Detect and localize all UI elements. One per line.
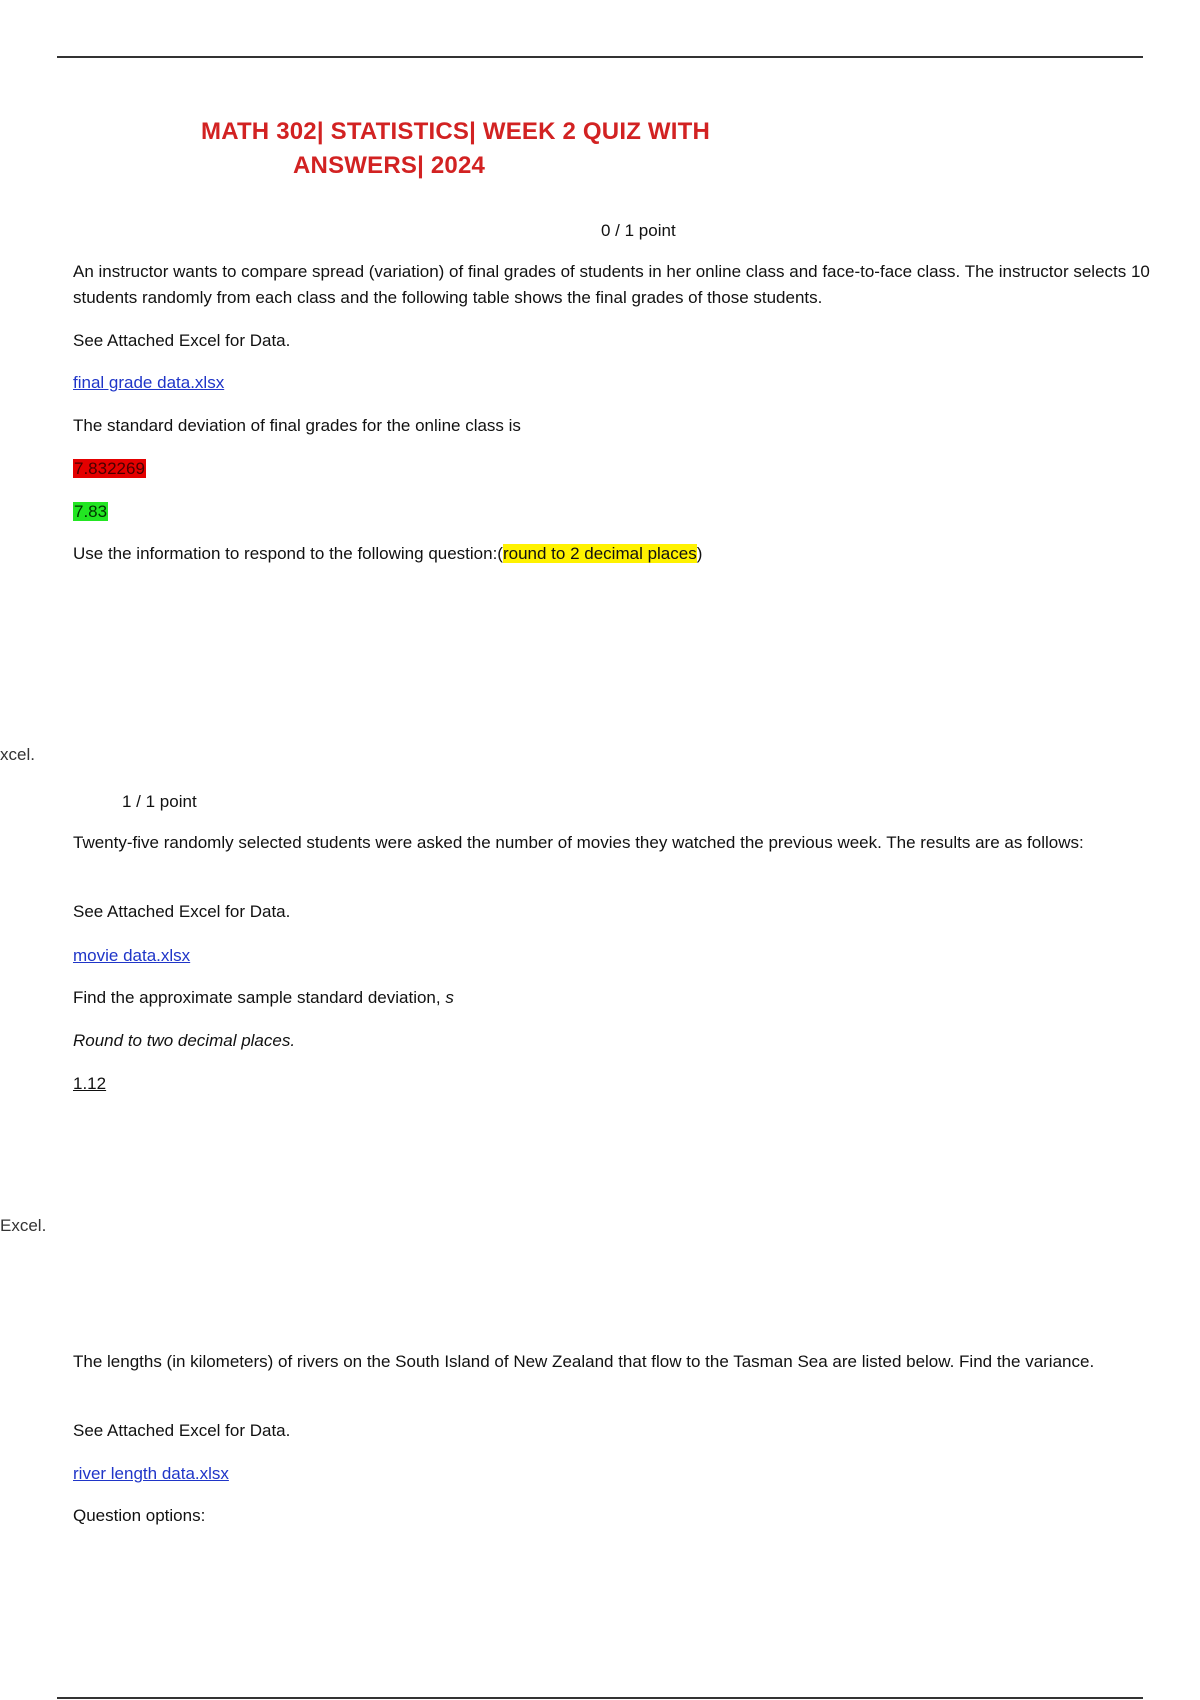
q3-file-link[interactable]: river length data.xlsx bbox=[73, 1464, 229, 1483]
q1-points: 0 / 1 point bbox=[601, 221, 676, 240]
margin-fragment-1: xcel. bbox=[0, 745, 35, 764]
q2-rounding-note: Round to two decimal places. bbox=[73, 1031, 296, 1050]
q1-question-text: An instructor wants to compare spread (variation) of final grades of students in her online class and face-to-face class. The instructor selects 10 students randomly from each class and the following table shows the final grades of those students. bbox=[73, 262, 1150, 307]
q1-see-data: See Attached Excel for Data. bbox=[73, 331, 291, 350]
q1-file-link[interactable]: final grade data.xlsx bbox=[73, 373, 225, 392]
page-title-line-2: ANSWERS| 2024 bbox=[293, 152, 486, 179]
q2-answer: 1.12 bbox=[73, 1074, 107, 1093]
q3-question-text: The lengths (in kilometers) of rivers on the South Island of New Zealand that flow to the Tasman Sea are listed below. Find the variance. bbox=[73, 1352, 1095, 1371]
q2-prompt bbox=[73, 985, 454, 1011]
q1-correct-answer-wrap bbox=[73, 499, 108, 525]
q1-given-answer-wrap bbox=[73, 456, 146, 482]
page-title-line-1: MATH 302| STATISTICS| WEEK 2 QUIZ WITH bbox=[201, 118, 711, 145]
q2-points: 1 / 1 point bbox=[122, 792, 197, 811]
q2-question-text: Twenty-five randomly selected students were asked the number of movies they watched the previous week. The results are as follows: bbox=[73, 833, 1084, 852]
q1-prompt: The standard deviation of final grades for the online class is bbox=[73, 416, 521, 435]
q2-file-link[interactable]: movie data.xlsx bbox=[73, 946, 191, 965]
q3-see-data: See Attached Excel for Data. bbox=[73, 1421, 291, 1440]
q2-see-data: See Attached Excel for Data. bbox=[73, 902, 291, 921]
q1-instruction bbox=[73, 541, 702, 567]
q1-correct-answer: 7.83 bbox=[74, 502, 108, 521]
top-rule bbox=[57, 56, 1143, 58]
q1-instruction-highlight: round to 2 decimal places bbox=[502, 544, 697, 563]
margin-fragment-2: Excel. bbox=[0, 1216, 47, 1235]
q1-instruction-suffix: ) bbox=[696, 544, 703, 563]
q1-given-answer: 7.832269 bbox=[74, 459, 145, 478]
q1-instruction-prefix: Use the information to respond to the following question:( bbox=[73, 544, 503, 563]
q2-prompt-variable: s bbox=[445, 988, 454, 1007]
q3-options-label: Question options: bbox=[73, 1506, 206, 1525]
bottom-rule bbox=[57, 1697, 1143, 1699]
q2-prompt-prefix: Find the approximate sample standard deviation, bbox=[73, 988, 446, 1007]
